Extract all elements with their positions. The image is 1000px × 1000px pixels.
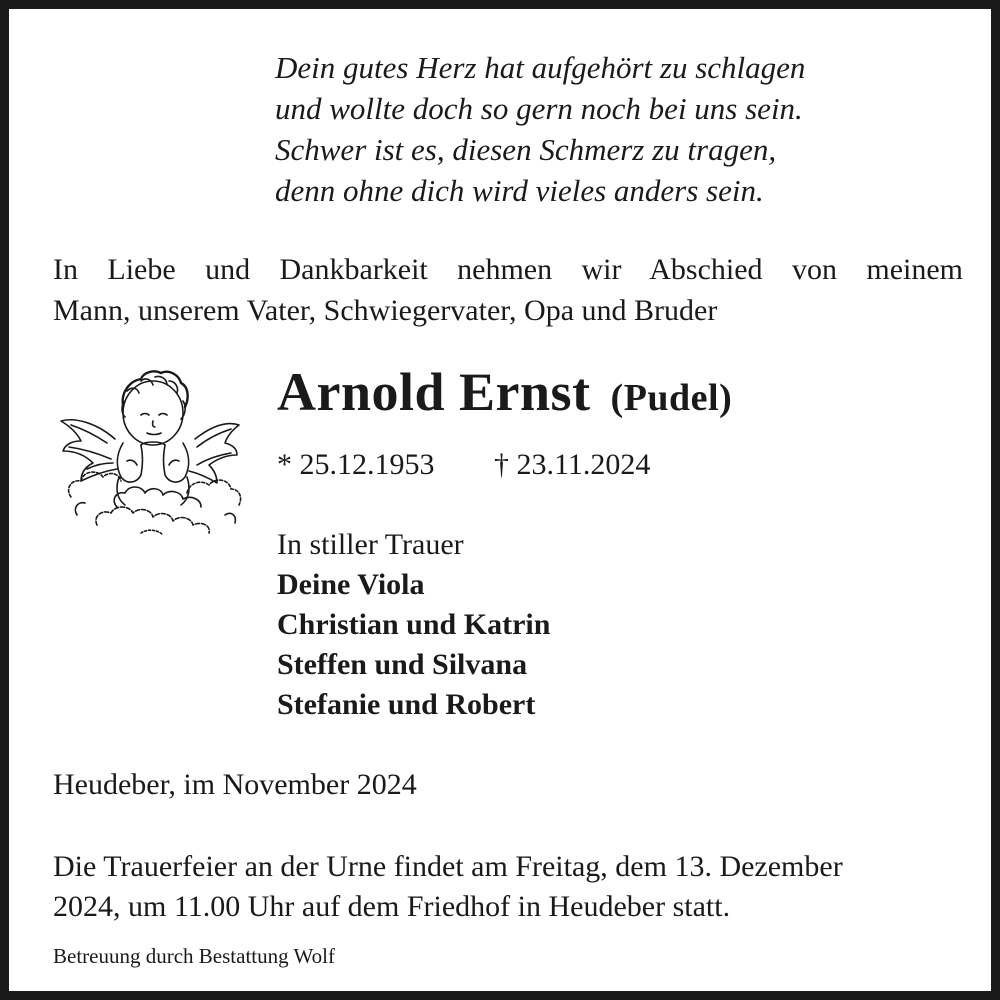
poem-line: Schwer ist es, diesen Schmerz zu tragen, <box>275 132 777 167</box>
poem-line: denn ohne dich wird vieles anders sein. <box>275 173 764 208</box>
angel-icon <box>57 365 245 545</box>
intro-text <box>53 249 963 331</box>
intro-line: In Liebe und Dankbarkeit nehmen wir Abschied von meinem <box>53 253 963 286</box>
undertaker-credit: Betreuung durch Bestattung Wolf <box>53 944 335 968</box>
poem <box>275 47 805 211</box>
deceased-full-name: Arnold Ernst <box>277 362 591 422</box>
place-and-date: Heudeber, im November 2024 <box>53 768 417 801</box>
poem-line: und wollte doch so gern noch bei uns sein. <box>275 91 803 126</box>
mourner-names <box>277 565 550 725</box>
mourner-name: Deine Viola <box>277 568 425 601</box>
mourning-heading: In stiller Trauer <box>277 528 464 561</box>
poem-line: Dein gutes Herz hat aufgehört zu schlagen <box>275 50 806 85</box>
deceased-name <box>277 361 732 429</box>
ceremony-notice <box>53 847 843 927</box>
birth-date: * 25.12.1953 <box>277 448 435 481</box>
ceremony-line: 2024, um 11.00 Uhr auf dem Friedhof in Heudeber statt. <box>53 890 731 923</box>
deceased-nickname: (Pudel) <box>610 377 733 419</box>
mourner-name: Christian und Katrin <box>277 608 551 641</box>
intro-line: Mann, unserem Vater, Schwiegervater, Opa und Bruder <box>53 294 718 327</box>
mourner-name: Stefanie und Robert <box>277 688 536 721</box>
ceremony-line: Die Trauerfeier an der Urne findet am Freitag, dem 13. Dezember <box>53 850 843 883</box>
life-dates <box>277 445 650 485</box>
death-date: † 23.11.2024 <box>494 448 651 481</box>
mourner-name: Steffen und Silvana <box>277 648 528 681</box>
mourners-block <box>277 525 550 725</box>
